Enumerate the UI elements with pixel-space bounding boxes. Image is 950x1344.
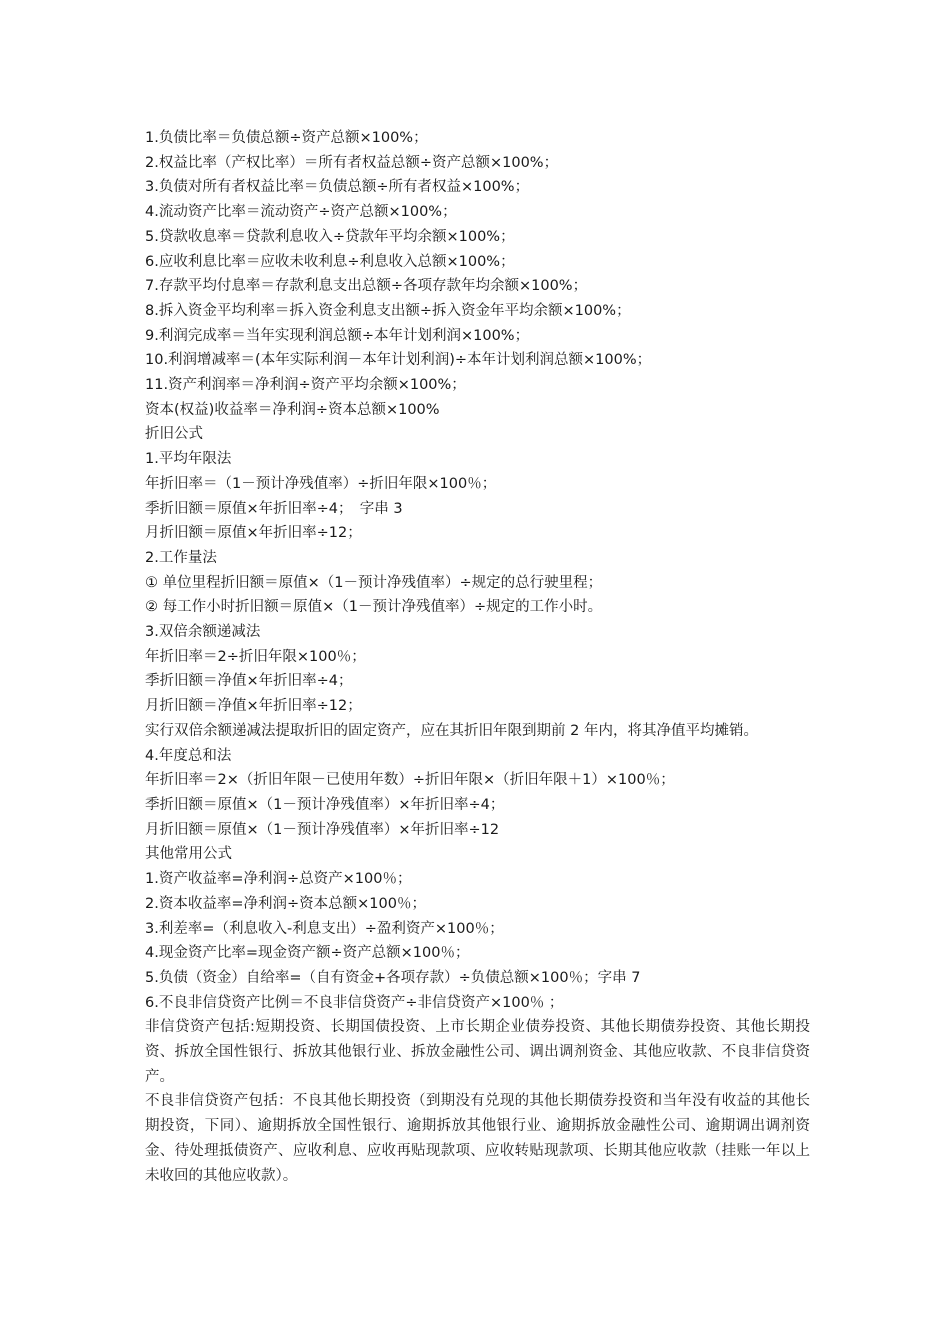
text-line: 11.资产利润率＝净利润÷资产平均余额×100%； xyxy=(145,377,466,394)
text-line: 1.资产收益率=净利润÷总资产×100％； xyxy=(145,871,412,888)
subheading: 4.年度总和法 xyxy=(145,747,232,764)
text-line: ② 每工作小时折旧额＝原值×（1－预计净残值率）÷规定的工作小时。 xyxy=(145,599,603,616)
text-line: 6.不良非信贷资产比例＝不良非信贷资产÷非信贷资产×100％ ； xyxy=(145,994,564,1011)
subheading: 2.工作量法 xyxy=(145,549,217,566)
text-line: 6.应收利息比率＝应收未收利息÷利息收入总额×100%； xyxy=(145,253,515,270)
text-line: 1.负债比率＝负债总额÷资产总额×100%； xyxy=(145,130,428,146)
subheading: 1.平均年限法 xyxy=(145,451,232,468)
subheading: 3.双倍余额递减法 xyxy=(145,624,261,641)
text-line: 季折旧额＝原值×（1－预计净残值率）×年折旧率÷4； xyxy=(145,796,505,813)
paragraph-ddb-note: 实行双倍余额递减法提取折旧的固定资产，应在其折旧年限到期前 2 年内，将其净值平均摊销。 xyxy=(145,722,758,739)
document-body xyxy=(145,126,810,1188)
text-line: 3.负债对所有者权益比率＝负债总额÷所有者权益×100%； xyxy=(145,179,530,196)
text-line: 3.利差率=（利息收入-利息支出）÷盈利资产×100％； xyxy=(145,920,504,937)
text-line: 季折旧额＝原值×年折旧率÷4； 字串 3 xyxy=(145,500,403,517)
text-line: 年折旧率＝2×（折旧年限－已使用年数）÷折旧年限×（折旧年限＋1）×100％； xyxy=(145,772,675,789)
text-line: 年折旧率＝（1－预计净残值率）÷折旧年限×100％； xyxy=(145,475,497,492)
text-line: 5.贷款收息率＝贷款利息收入÷贷款年平均余额×100%； xyxy=(145,228,515,245)
text-line: 月折旧额＝原值×年折旧率÷12； xyxy=(145,525,362,542)
paragraph-bad-nonloan-assets: 不良非信贷资产包括：不良其他长期投资（到期没有兑现的其他长期债券投资和当年没有收益的其他长期投资，下同）、逾期拆放全国性银行、逾期拆放其他银行业、逾期拆放金融性公司、逾期调出调剂资金、待处理抵债资产、应收利息、应收再贴现款项、应收转贴现款项、长期其他应收款（挂账一年以上未收回的其他应收款）。 xyxy=(145,1093,810,1184)
text-line: 月折旧额＝净值×年折旧率÷12； xyxy=(145,698,362,715)
text-line: 年折旧率＝2÷折旧年限×100％； xyxy=(145,648,366,665)
text-line: ① 单位里程折旧额＝原值×（1－预计净残值率）÷规定的总行驶里程； xyxy=(145,574,603,591)
text-line: 10.利润增减率＝(本年实际利润－本年计划利润)÷本年计划利润总额×100%； xyxy=(145,352,652,369)
text-line: 8.拆入资金平均利率＝拆入资金利息支出额÷拆入资金年平均余额×100%； xyxy=(145,302,631,319)
text-line: 4.现金资产比率=现金资产额÷资产总额×100％； xyxy=(145,945,470,962)
text-line: 4.流动资产比率＝流动资产÷资产总额×100%； xyxy=(145,204,457,221)
text-line: 7.存款平均付息率＝存款利息支出总额÷各项存款年均余额×100%； xyxy=(145,278,588,295)
text-line: 2.权益比率（产权比率）＝所有者权益总额÷资产总额×100%； xyxy=(145,154,559,171)
section-heading-depreciation: 折旧公式 xyxy=(145,426,203,443)
paragraph-nonloan-assets: 非信贷资产包括:短期投资、长期国债投资、上市长期企业债券投资、其他长期债券投资、其他长期投资、拆放全国性银行、拆放其他银行业、拆放金融性公司、调出调剂资金、其他应收款、不良非信贷资产。 xyxy=(145,1019,810,1085)
text-line: 5.负债（资金）自给率=（自有资金+各项存款）÷负债总额×100％；字串 7 xyxy=(145,969,641,986)
text-line: 季折旧额＝净值×年折旧率÷4； xyxy=(145,673,353,690)
text-line: 资本(权益)收益率＝净利润÷资本总额×100% xyxy=(145,401,440,418)
section-heading-other: 其他常用公式 xyxy=(145,846,232,863)
text-line: 9.利润完成率＝当年实现利润总额÷本年计划利润×100%； xyxy=(145,327,530,344)
text-line: 2.资本收益率=净利润÷资本总额×100％； xyxy=(145,895,426,912)
text-line: 月折旧额＝原值×（1－预计净残值率）×年折旧率÷12 xyxy=(145,821,500,838)
